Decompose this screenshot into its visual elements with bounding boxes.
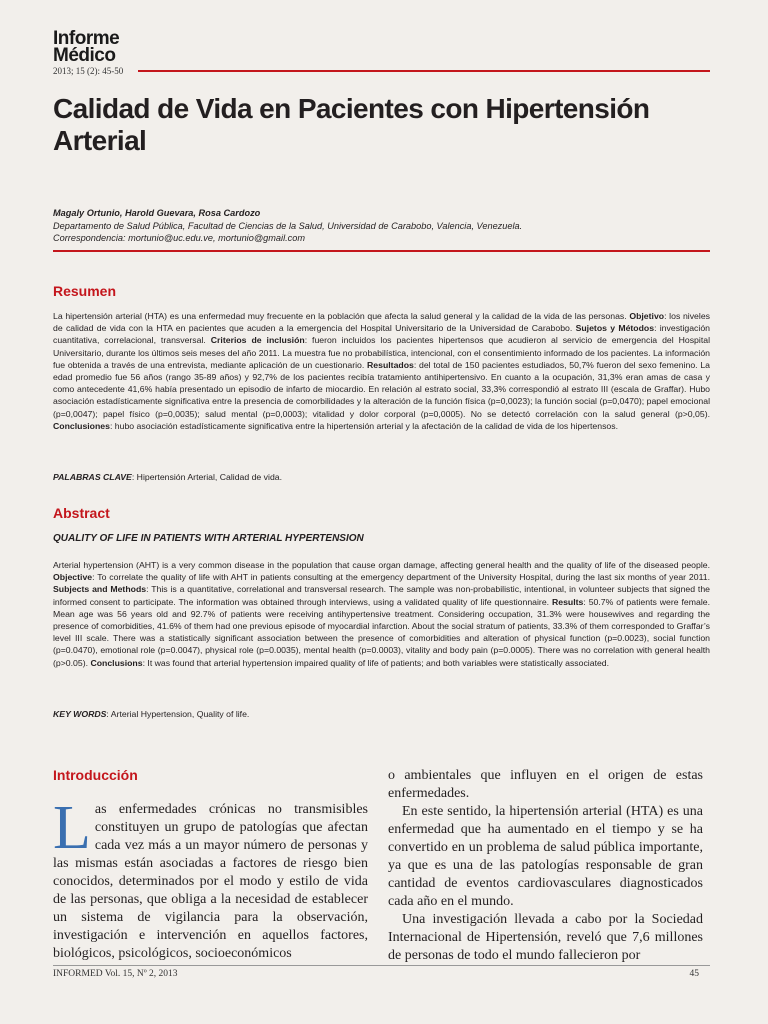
affiliation: Departamento de Salud Pública, Facultad de Ciencias de la Salud, Universidad de Carabobo, Valencia, Venezuela. <box>53 220 523 231</box>
article-title: Calidad de Vida en Pacientes con Hipertensión Arterial <box>53 93 650 156</box>
resumen-text <box>53 310 710 432</box>
introduccion-heading: Introducción <box>53 767 138 783</box>
drop-cap: L <box>53 794 91 862</box>
section-rule <box>53 250 710 252</box>
label-bold: Conclusiones <box>53 420 110 431</box>
text-run: : 50.7% of patients were female. Mean age was 56 years old and 92.7% of patients were receiving antihypertensive treatment. Considering occupation, 31.3% were housewives and regarding the presence of comorbidities, 41.6% of them had one previous episode of myocardial infarction. About the social stratum of patients, 33.3% of them corresponded to Graffar’s level III scale. There was a statistically significant association between the presence of comorbidities and alteration of physical function (p=0.0023), social function (p=0.0470), emotional role (p=0.0047), physical role (p=0.0035), mental health (p=0.0003), vitality and body pain (p=0.0005). There was no correlation with general health (p>0.05). <box>53 596 710 668</box>
intro-right-p3: Una investigación llevada a cabo por la Sociedad Internacional de Hipertensión, reveló que 7,6 millones de personas de todo el mundo fallecieron por <box>388 912 703 963</box>
label-bold: Criterios de inclusión <box>210 335 305 346</box>
text-run: : hubo asociación estadísticamente significativa entre la hipertensión arterial y la afectación de la calidad de vida de los hipertensos. <box>109 420 619 431</box>
text-run: : It was found that arterial hypertension impaired quality of life of patients; and both variables were statistically associated. <box>142 657 610 668</box>
palabras-clave <box>53 472 282 482</box>
label-bold: Objetivo <box>629 311 665 321</box>
journal-reference: 2013; 15 (2): 45-50 <box>53 66 124 76</box>
label-bold: Resultados <box>367 359 414 370</box>
intro-right-p1: o ambientales que influyen en el origen de estas enfermedades. <box>388 768 703 801</box>
label-bold: Results <box>552 596 584 607</box>
text-run: : This is a quantitative, correlational and transversal research. The sample was non-probabilistic, intentional, in volunteer subjects that signed the informed consent to participate. The information was obtained through interviews, using a validated quality of life questionnaire. <box>53 584 711 607</box>
text-run: La hipertensión arterial (HTA) es una enfermedad muy frecuente en la población que afecta la salud general y la calidad de la vida de las personas. <box>53 311 630 321</box>
text-run: : los niveles de calidad de vida con la HTA en pacientes que acuden a la emergencia del Hospital Universitario de la Universidad de Carabobo. <box>53 311 710 334</box>
key-words-label: KEY WORDS <box>53 709 107 719</box>
resumen-heading: Resumen <box>53 283 117 299</box>
label-bold: Subjects and Methods <box>53 584 147 595</box>
abstract-text <box>53 559 710 669</box>
label-bold: Conclusions <box>90 657 143 668</box>
correspondence: Correspondencia: mortunio@uc.edu.ve, mortunio@gmail.com <box>53 233 306 243</box>
abstract-subtitle: QUALITY OF LIFE IN PATIENTS WITH ARTERIAL HYPERTENSION <box>53 533 364 544</box>
intro-right-column <box>388 767 703 965</box>
text-run: : fueron incluidos los pacientes hipertensos que acudieron al servicio de emergencia del Hospital Universitario, durante los últimos seis meses del año 2011. La muestra fue no probabilística, intencional, con el consentimiento informado de los pacientes. La información fue obtenida a través de una entrevista, mediante aplicación de un cuestionario. <box>53 335 710 370</box>
palabras-clave-text: : Hipertensión Arterial, Calidad de vida. <box>131 472 283 482</box>
author-block <box>53 207 713 245</box>
journal-logo <box>53 30 119 64</box>
key-words <box>53 709 249 719</box>
page-number: 45 <box>689 969 699 979</box>
header-rule <box>138 70 710 72</box>
label-bold: Objective <box>53 572 93 583</box>
logo-line-2: Médico <box>53 45 116 66</box>
text-run: Arterial hypertension (AHT) is a very common disease in the population that cause organ damage, affecting general health and the quality of life of the diseased people. <box>53 560 710 570</box>
abstract-heading: Abstract <box>53 505 110 521</box>
text-run: : To correlate the quality of life with AHT in patients consulting at the emergency department of the University Hospital, during the last six months of year 2011. <box>92 572 710 583</box>
footer-rule <box>53 965 710 966</box>
footer-citation: INFORMED Vol. 15, Nº 2, 2013 <box>53 969 178 979</box>
intro-right-p2: En este sentido, la hipertensión arterial (HTA) es una enfermedad que ha aumentado en el tiempo y se ha convertido en un problema de salud pública importante, ya que es una de las patologías responsable de gran cantidad de eventos cardiovasculares diagnosticados cada año en el mundo. <box>388 804 703 909</box>
author-names: Magaly Ortunio, Harold Guevara, Rosa Cardozo <box>53 208 261 218</box>
logo-line-1: Informe <box>53 28 120 49</box>
intro-left-text: as enfermedades crónicas no transmisibles constituyen un grupo de patologías que afectan cada vez más a un mayor número de personas y las mismas están asociadas a factores de riesgo bien conocidos, determinados por el modo y estilo de vida de las personas, que obliga a la necesidad de establecer un sistema de vigilancia para la observación, investigación e intervención en aquellos factores, biológicos, psicológicos, socioeconómicos <box>53 802 368 961</box>
palabras-clave-label: PALABRAS CLAVE <box>53 472 132 482</box>
text-run: : del total de 150 pacientes estudiados, 50,7% fueron del sexo femenino. La edad promedio fue 56 años (rango 35-89 años) y 92,7% de los pacientes recibía tratamiento antihipertensivo. En cuanto a la ocupación, 31,3% eran amas de casa y como antecedente 41,6% había presentado un episodio de infarto de miocardio. En relación al estrato social, 33,3% correspondió al estrato III (escala de Graffar). Hubo asociación estadísticamente significativa entre la presencia de comorbilidades y la alteración de la función física (p=0,0023); la función social (p=0,0470); papel emocional (p=0,0047); papel físico (p=0,0035); salud mental (p=0,0003); vitalidad y dolor corporal (p=0,0005). No se detectó correlación con la salud general (p>0,05). <box>53 359 710 419</box>
intro-left-column <box>53 794 368 963</box>
label-bold: Sujetos y Métodos <box>575 323 655 334</box>
text-run: : investigación cuantitativa, correlacional, transversal. <box>53 323 710 346</box>
key-words-text: : Arterial Hypertension, Quality of life. <box>106 709 250 719</box>
